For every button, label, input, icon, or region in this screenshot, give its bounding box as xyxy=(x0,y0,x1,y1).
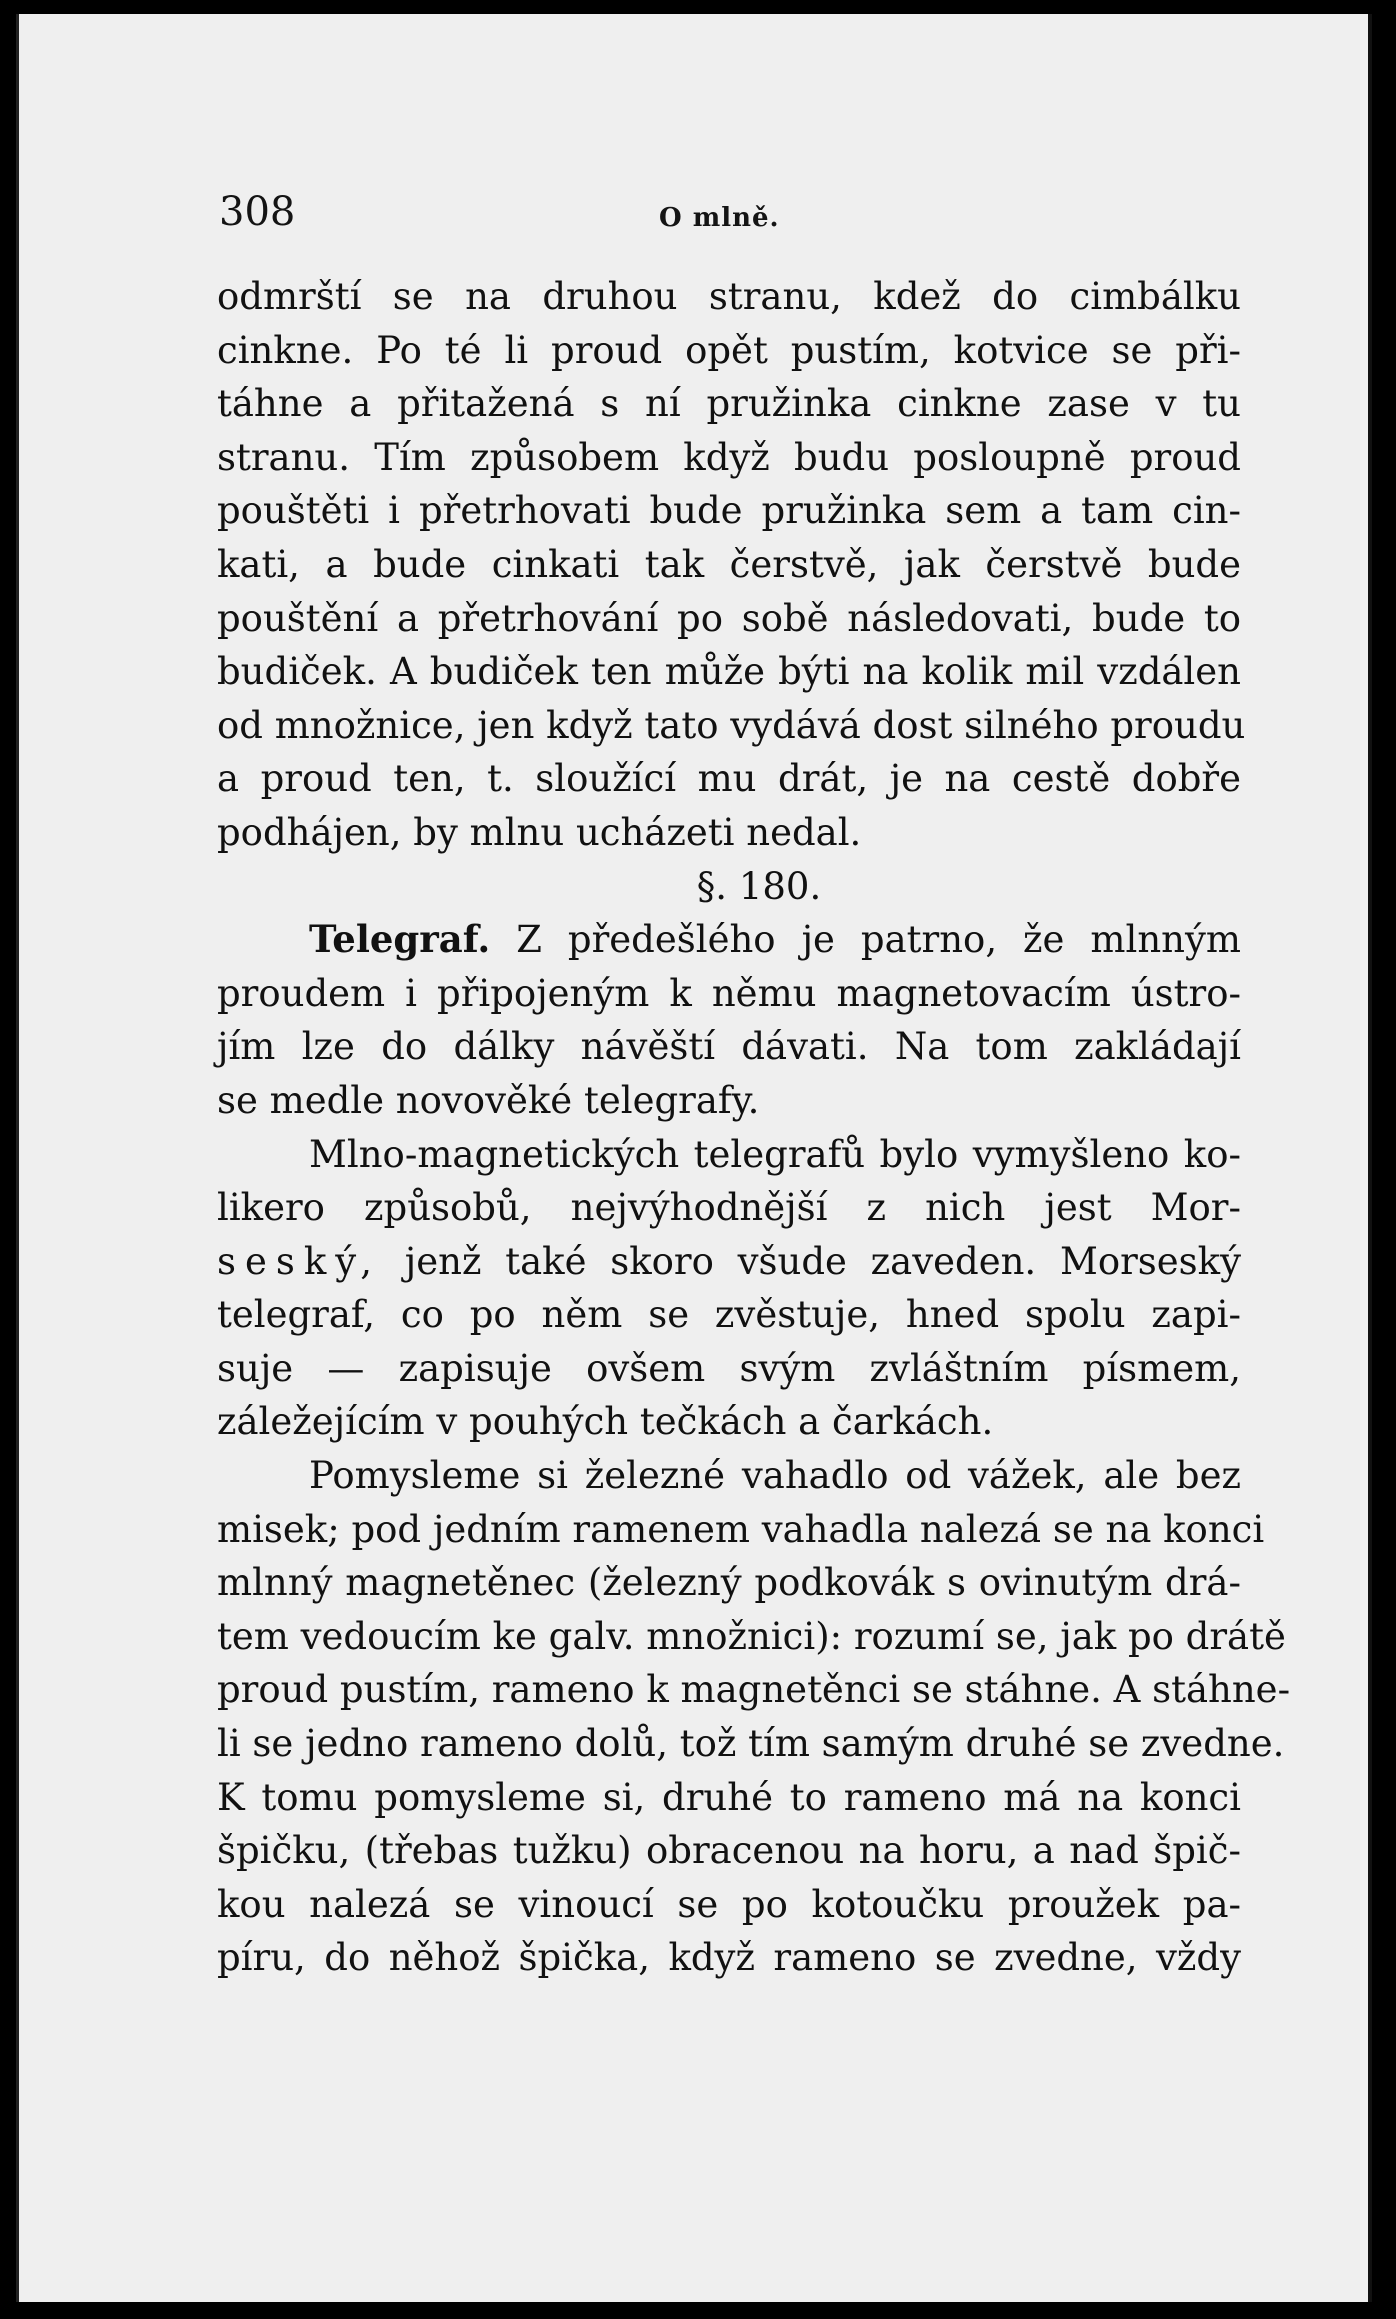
paragraph-1 xyxy=(217,270,1246,860)
page-header xyxy=(219,184,1239,240)
text-line: pouštění a přetrhování po sobě následovati, bude to xyxy=(217,596,1241,640)
book-page xyxy=(16,14,1372,2302)
text-line: kou nalezá se vinoucí se po kotoučku proužek pa- xyxy=(217,1882,1241,1926)
text-line: telegraf, co po něm se zvěstuje, hned spolu zapi- xyxy=(217,1293,1241,1337)
text-line: jím lze do dálky návěští dávati. Na tom zakládají xyxy=(217,1025,1241,1069)
text-fragment: Z předešlého je patrno, že mlnným xyxy=(490,918,1241,962)
text-line: stranu. Tím způsobem když budu posloupně proud xyxy=(217,435,1241,479)
text-line: proud pustím, rameno k magnetěnci se stáhne. A stáhne- xyxy=(217,1668,1291,1712)
section-heading: Telegraf. xyxy=(309,917,491,962)
text-line: špičku, (třebas tužku) obracenou na horu, a nad špič- xyxy=(217,1829,1241,1873)
text-line: záležejícím v pouhých tečkách a čarkách. xyxy=(217,1400,994,1444)
text-line xyxy=(217,913,1241,967)
text-line: a proud ten, t. sloužící mu drát, je na cestě dobře xyxy=(217,757,1241,801)
text-fragment: jenž také skoro všude zaveden. Morseský xyxy=(381,1239,1241,1283)
text-line: Mlno-magnetických telegrafů bylo vymyšleno ko- xyxy=(309,1132,1241,1176)
text-line: suje — zapisuje ovšem svým zvláštním písmem, xyxy=(217,1346,1241,1390)
body-text xyxy=(217,270,1291,1985)
text-line: proudem i připojeným k němu magnetovacím ústro- xyxy=(217,971,1241,1015)
text-line: pouštěti i přetrhovati bude pružinka sem a tam cin- xyxy=(217,489,1241,533)
text-line: mlnný magnetěnec (železný podkovák s ovinutým drá- xyxy=(217,1561,1241,1605)
text-line: misek; pod jedním ramenem vahadla nalezá se na konci xyxy=(217,1507,1265,1551)
page-number: 308 xyxy=(219,189,296,235)
text-line: cinkne. Po té li proud opět pustím, kotvice se při- xyxy=(217,328,1241,372)
text-line: K tomu pomysleme si, druhé to rameno má na konci xyxy=(217,1775,1241,1819)
text-line: od množnice, jen když tato vydává dost silného proudu xyxy=(217,703,1246,747)
paragraph-3 xyxy=(217,1128,1241,1450)
text-line: píru, do něhož špička, když rameno se zvedne, vždy xyxy=(217,1936,1241,1980)
text-line: se medle novověké telegrafy. xyxy=(217,1078,760,1122)
text-line: táhne a přitažená s ní pružinka cinkne zase v tu xyxy=(217,382,1241,426)
text-line: Pomysleme si železné vahadlo od vážek, ale bez xyxy=(309,1454,1241,1498)
text-line: podhájen, by mlnu ucházeti nedal. xyxy=(217,810,862,854)
text-line: likero způsobů, nejvýhodnější z nich jest Mor- xyxy=(217,1186,1241,1230)
text-line: odmrští se na druhou stranu, kdež do cimbálku xyxy=(217,275,1241,318)
section-number: §. 180. xyxy=(696,864,822,908)
paragraph-4 xyxy=(217,1449,1291,1985)
text-line: li se jedno rameno dolů, tož tím samým druhé se zvedne. xyxy=(217,1722,1285,1766)
text-line: budiček. A budiček ten může býti na kolik mil vzdálen xyxy=(217,650,1241,694)
text-line: tem vedoucím ke galv. množnici): rozumí se, jak po drátě xyxy=(217,1614,1286,1658)
running-title: O mlně. xyxy=(659,203,780,233)
text-line: kati, a bude cinkati tak čerstvě, jak čerstvě bude xyxy=(217,542,1241,586)
text-line xyxy=(217,1235,1241,1289)
paragraph-2 xyxy=(217,913,1241,1127)
emphasized-term: seský, xyxy=(217,1239,382,1283)
